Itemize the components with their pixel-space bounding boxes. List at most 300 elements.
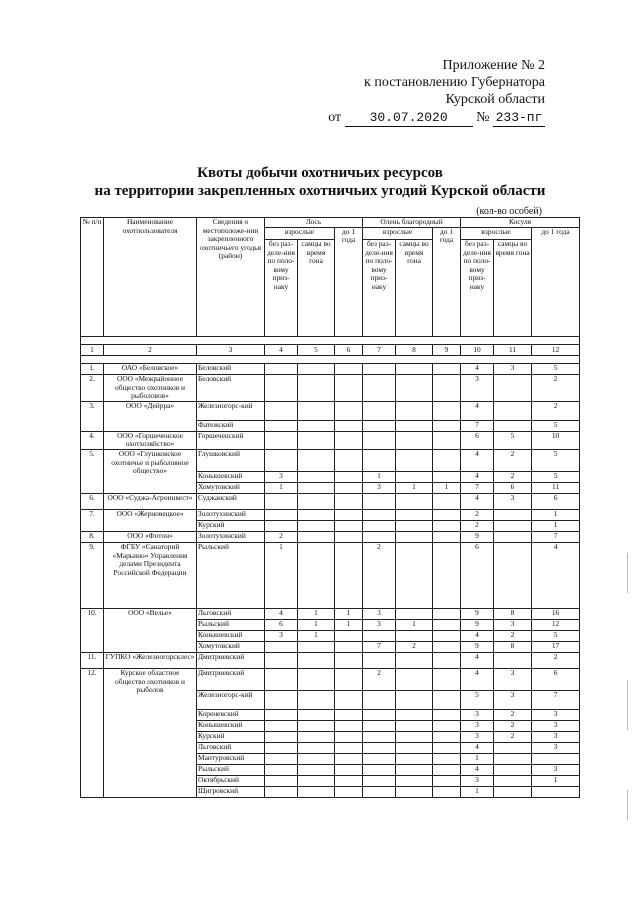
quota-value [335, 775, 363, 786]
district: Золотухинский [197, 531, 265, 542]
row-number: 9. [81, 542, 104, 608]
quota-value [494, 520, 532, 531]
deer-under1-header: до 1 года [433, 227, 461, 336]
row-number: 1. [81, 364, 104, 375]
district: Суджанский [197, 493, 265, 509]
quota-value: 9 [461, 619, 494, 630]
district: Конышевский [197, 630, 265, 641]
col-location-header: Сведения о местоположе-нии закрепленного охотничьего угодья (район) [197, 218, 265, 337]
quota-value [298, 449, 335, 471]
quota-value: 6 [461, 431, 494, 449]
quota-value [396, 449, 433, 471]
quota-value [363, 431, 396, 449]
quota-value [433, 531, 461, 542]
quota-value [396, 764, 433, 775]
decree-number: 233-пг [493, 109, 545, 127]
column-number: 6 [335, 345, 363, 356]
table-row [81, 531, 580, 542]
deer-nosex-header: без раз-деле-ния по поло-вому приз-наку [363, 240, 396, 337]
quota-value: 4 [461, 652, 494, 668]
quota-value [265, 652, 298, 668]
quota-value: 4 [461, 401, 494, 420]
district: Железногорс-кий [197, 690, 265, 709]
quota-value: 5 [494, 431, 532, 449]
quota-value [298, 720, 335, 731]
quota-value [363, 764, 396, 775]
row-number: 7. [81, 509, 104, 531]
quota-value [494, 786, 532, 797]
quota-value: 5 [532, 471, 580, 482]
table-row [81, 608, 580, 619]
quota-value: 2 [532, 652, 580, 668]
quota-value: 1 [298, 608, 335, 619]
from-label: от [328, 110, 342, 125]
quota-value: 5 [532, 364, 580, 375]
quota-value: 3 [494, 690, 532, 709]
elk-under1-header: до 1 года [335, 227, 363, 336]
quota-value [433, 420, 461, 431]
quota-value: 3 [461, 731, 494, 742]
quota-value [335, 652, 363, 668]
quota-value [265, 520, 298, 531]
quota-value [335, 742, 363, 753]
quota-value: 2 [265, 531, 298, 542]
district: Льговский [197, 742, 265, 753]
quota-value [433, 401, 461, 420]
quota-value [298, 471, 335, 482]
quota-value [265, 775, 298, 786]
col-num-header: № п/п [81, 218, 104, 337]
quota-value: 1 [396, 619, 433, 630]
quota-value [396, 786, 433, 797]
quota-value: 2 [494, 709, 532, 720]
quota-value [265, 493, 298, 509]
appendix-block [328, 57, 545, 127]
roe-males-header: самцы во время гона [494, 240, 532, 337]
quota-value [363, 731, 396, 742]
quota-value [335, 471, 363, 482]
district: Курский [197, 731, 265, 742]
quota-value [494, 420, 532, 431]
hunter-name: ФГБУ «Санаторий «Марьино» Управления делами Президента Российской Федерации [104, 542, 197, 608]
quota-value [532, 786, 580, 797]
quota-value [396, 630, 433, 641]
row-number: 10. [81, 608, 104, 652]
quota-value [396, 720, 433, 731]
quota-value [433, 764, 461, 775]
column-number: 7 [363, 345, 396, 356]
quota-value [265, 690, 298, 709]
quota-value: 2 [363, 542, 396, 608]
quota-value [265, 731, 298, 742]
column-number: 12 [532, 345, 580, 356]
quota-value [494, 652, 532, 668]
quota-value [298, 364, 335, 375]
quota-value [433, 509, 461, 520]
quota-value [335, 509, 363, 520]
quota-value [335, 690, 363, 709]
table-row [81, 449, 580, 471]
table-row [81, 364, 580, 375]
header-spacer [81, 337, 580, 345]
quota-value [494, 742, 532, 753]
quota-value: 6 [265, 619, 298, 630]
quota-value: 3 [461, 709, 494, 720]
quota-value: 1 [265, 542, 298, 608]
quota-value [494, 775, 532, 786]
quota-value: 7 [363, 641, 396, 652]
district: Дмитриевский [197, 652, 265, 668]
quota-value: 7 [461, 482, 494, 493]
quota-value [433, 449, 461, 471]
quota-value [494, 401, 532, 420]
district: Золотухинский [197, 509, 265, 520]
roe-adults-header: взрослые [461, 227, 532, 239]
quota-value [433, 471, 461, 482]
column-number: 5 [298, 345, 335, 356]
district: Горшеченский [197, 431, 265, 449]
district: Хомутовский [197, 482, 265, 493]
quota-value: 3 [532, 720, 580, 731]
quota-value [363, 375, 396, 402]
quota-value [433, 364, 461, 375]
region-line: Курской области [445, 92, 545, 107]
title-line-2: на территории закрепленных охотничьих угодий Курской области [94, 183, 546, 199]
quota-value: 7 [532, 690, 580, 709]
quota-value [433, 652, 461, 668]
quota-value [335, 764, 363, 775]
district: Конышевский [197, 471, 265, 482]
quota-value [433, 542, 461, 608]
quota-value: 3 [494, 364, 532, 375]
quota-value: 4 [532, 542, 580, 608]
district: Октябрьский [197, 775, 265, 786]
elk-adults-header: взрослые [265, 227, 335, 239]
district: Рыльский [197, 764, 265, 775]
header-spacer [81, 356, 580, 364]
quota-value [363, 753, 396, 764]
quota-value [265, 720, 298, 731]
quota-value [298, 690, 335, 709]
hunter-name: ООО «Велье» [104, 608, 197, 652]
quota-value: 1 [298, 619, 335, 630]
quota-value [265, 431, 298, 449]
quota-value: 1 [363, 471, 396, 482]
quota-value [494, 375, 532, 402]
quota-value: 3 [461, 775, 494, 786]
quota-value [433, 431, 461, 449]
quota-value [396, 731, 433, 742]
table-row [81, 652, 580, 668]
table-header [81, 218, 580, 364]
quota-value [335, 630, 363, 641]
deer-adults-header: взрослые [363, 227, 433, 239]
quota-value [532, 753, 580, 764]
quota-value: 4 [461, 668, 494, 690]
quota-value: 5 [532, 630, 580, 641]
quota-value [433, 375, 461, 402]
quota-value: 3 [532, 731, 580, 742]
quota-value: 5 [532, 449, 580, 471]
quota-value [433, 608, 461, 619]
quota-value [363, 690, 396, 709]
quota-value [396, 542, 433, 608]
table-row [81, 375, 580, 402]
elk-males-header: самцы во время гона [298, 240, 335, 337]
elk-nosex-header: без раз-деле-ния по поло-вому приз-наку [265, 240, 298, 337]
quota-value: 4 [461, 764, 494, 775]
quota-value [335, 709, 363, 720]
quota-value [396, 668, 433, 690]
district: Льговский [197, 608, 265, 619]
column-number: 8 [396, 345, 433, 356]
row-number: 3. [81, 401, 104, 431]
deer-males-header: самцы во время гона [396, 240, 433, 337]
quota-value: 3 [532, 709, 580, 720]
quota-value: 3 [532, 742, 580, 753]
hunter-name: ООО «Дейрра» [104, 401, 197, 431]
hunter-name: ООО «Суджа-Агроинвест» [104, 493, 197, 509]
decree-date: 30.07.2020 [345, 109, 473, 127]
quota-value: 2 [494, 630, 532, 641]
quota-value [396, 608, 433, 619]
quota-value [363, 652, 396, 668]
hunter-name: ООО «Фотон» [104, 531, 197, 542]
quota-value: 6 [532, 493, 580, 509]
quota-value: 1 [532, 520, 580, 531]
quota-value [335, 431, 363, 449]
quota-value [363, 364, 396, 375]
quota-value [396, 493, 433, 509]
district: Рыльский [197, 619, 265, 630]
quota-value [396, 520, 433, 531]
quota-value [396, 753, 433, 764]
quota-value [298, 709, 335, 720]
scan-edge-mark [627, 553, 628, 593]
quota-value [298, 531, 335, 542]
quota-value: 4 [461, 742, 494, 753]
quota-value: 3 [461, 720, 494, 731]
quota-value [363, 401, 396, 420]
quota-value: 12 [532, 619, 580, 630]
quota-table [80, 217, 580, 798]
quota-value: 4 [265, 608, 298, 619]
quota-value [396, 420, 433, 431]
district: Кореневский [197, 709, 265, 720]
quota-value [298, 431, 335, 449]
quota-value: 3 [265, 471, 298, 482]
district: Мантуровский [197, 753, 265, 764]
quota-value [335, 420, 363, 431]
quota-value [298, 786, 335, 797]
quota-value: 1 [396, 482, 433, 493]
quota-value [396, 531, 433, 542]
row-number: 4. [81, 431, 104, 449]
quota-value [298, 753, 335, 764]
quota-value: 5 [532, 420, 580, 431]
quota-value [335, 401, 363, 420]
quota-value [298, 420, 335, 431]
quota-value [265, 364, 298, 375]
quota-value: 1 [433, 482, 461, 493]
quota-value [265, 786, 298, 797]
quota-value [298, 731, 335, 742]
quota-value: 3 [363, 608, 396, 619]
quota-value [265, 641, 298, 652]
quota-value [265, 375, 298, 402]
quota-value [433, 630, 461, 641]
quota-value [494, 542, 532, 608]
quota-value [298, 775, 335, 786]
quota-value [335, 731, 363, 742]
quota-value: 3 [363, 482, 396, 493]
quota-value: 1 [532, 509, 580, 520]
quota-value: 4 [461, 449, 494, 471]
quota-value [396, 401, 433, 420]
quota-value [298, 652, 335, 668]
quota-value: 8 [494, 608, 532, 619]
column-number: 3 [197, 345, 265, 356]
quota-value [335, 542, 363, 608]
column-numbers-row [81, 345, 580, 356]
quota-value: 1 [461, 786, 494, 797]
quota-value [335, 449, 363, 471]
quota-value [363, 449, 396, 471]
district: Рыльский [197, 542, 265, 608]
quota-value: 3 [532, 764, 580, 775]
quota-value [265, 753, 298, 764]
quota-value: 3 [494, 668, 532, 690]
column-number: 9 [433, 345, 461, 356]
col-name-header: Наименование охотпользователя [104, 218, 197, 337]
title-line-1: Квоты добычи охотничьих ресурсов [197, 165, 443, 181]
appendix-title: Приложение № 2 [442, 58, 545, 73]
district: Глушковский [197, 449, 265, 471]
quota-value [265, 449, 298, 471]
quota-value [298, 520, 335, 531]
quota-value [396, 775, 433, 786]
quota-value [265, 509, 298, 520]
quota-value: 4 [461, 493, 494, 509]
quota-value [494, 531, 532, 542]
hunter-name: ООО «Жерновецкое» [104, 509, 197, 531]
col-deer-header: Олень благородный [363, 218, 461, 228]
quota-value [298, 509, 335, 520]
district: Беловский [197, 375, 265, 402]
quota-value: 11 [532, 482, 580, 493]
quota-value [396, 652, 433, 668]
quota-value [265, 764, 298, 775]
col-roe-header: Косуля [461, 218, 580, 228]
quota-value: 6 [461, 542, 494, 608]
quota-value: 9 [461, 531, 494, 542]
quota-value [494, 764, 532, 775]
quota-value: 2 [494, 731, 532, 742]
column-number: 11 [494, 345, 532, 356]
district: Конышевский [197, 720, 265, 731]
quota-value [396, 431, 433, 449]
quota-value: 7 [532, 531, 580, 542]
quota-value: 9 [461, 608, 494, 619]
quota-value [335, 493, 363, 509]
quota-value [363, 720, 396, 731]
quota-value [433, 775, 461, 786]
table-row [81, 668, 580, 690]
quota-value: 7 [461, 420, 494, 431]
row-number: 11. [81, 652, 104, 668]
hunter-name: Курское областное общество охотников и рыболов [104, 668, 197, 797]
quota-value [335, 364, 363, 375]
column-number: 1 [81, 345, 104, 356]
quota-value [335, 375, 363, 402]
roe-under1-header: до 1 года [532, 227, 580, 336]
table-row [81, 401, 580, 420]
district: Курский [197, 520, 265, 531]
quota-value: 3 [363, 619, 396, 630]
district: Хомутовский [197, 641, 265, 652]
quota-value [298, 542, 335, 608]
roe-nosex-header: без раз-деле-ния по поло-вому приз-наку [461, 240, 494, 337]
row-number: 2. [81, 375, 104, 402]
quota-value [433, 641, 461, 652]
quota-value: 9 [461, 641, 494, 652]
quota-value [363, 520, 396, 531]
district: Фатежский [197, 420, 265, 431]
quota-value: 10 [532, 431, 580, 449]
quota-value [335, 668, 363, 690]
scan-edge-mark [627, 790, 628, 820]
number-label: № [476, 110, 490, 125]
quota-value: 6 [532, 668, 580, 690]
quota-value [433, 709, 461, 720]
quota-value [298, 375, 335, 402]
quota-value: 2 [461, 520, 494, 531]
table-row [81, 542, 580, 608]
quota-value [335, 720, 363, 731]
scan-edge-mark [627, 680, 628, 730]
quota-value [433, 786, 461, 797]
quota-value [433, 668, 461, 690]
col-elk-header: Лось [265, 218, 363, 228]
row-number: 12. [81, 668, 104, 797]
quota-value [363, 420, 396, 431]
quota-value [433, 493, 461, 509]
quota-value: 4 [461, 471, 494, 482]
quota-value [335, 531, 363, 542]
quota-value [335, 786, 363, 797]
table-row [81, 509, 580, 520]
hunter-name: ГУПКО «Железногорсклес» [104, 652, 197, 668]
quota-value [363, 531, 396, 542]
quota-value [265, 420, 298, 431]
quota-value: 3 [494, 619, 532, 630]
quota-value: 3 [494, 493, 532, 509]
quota-value [494, 753, 532, 764]
quota-value [363, 775, 396, 786]
district: Беловский [197, 364, 265, 375]
quota-value: 3 [265, 630, 298, 641]
quota-value [363, 709, 396, 720]
quota-value [396, 375, 433, 402]
quota-value: 4 [461, 364, 494, 375]
row-number: 6. [81, 493, 104, 509]
quota-value: 8 [494, 641, 532, 652]
quota-value: 17 [532, 641, 580, 652]
quota-value [396, 471, 433, 482]
quota-value [265, 401, 298, 420]
hunter-name: ООО «Горшеченское охотхозяйство» [104, 431, 197, 449]
quota-value [433, 731, 461, 742]
